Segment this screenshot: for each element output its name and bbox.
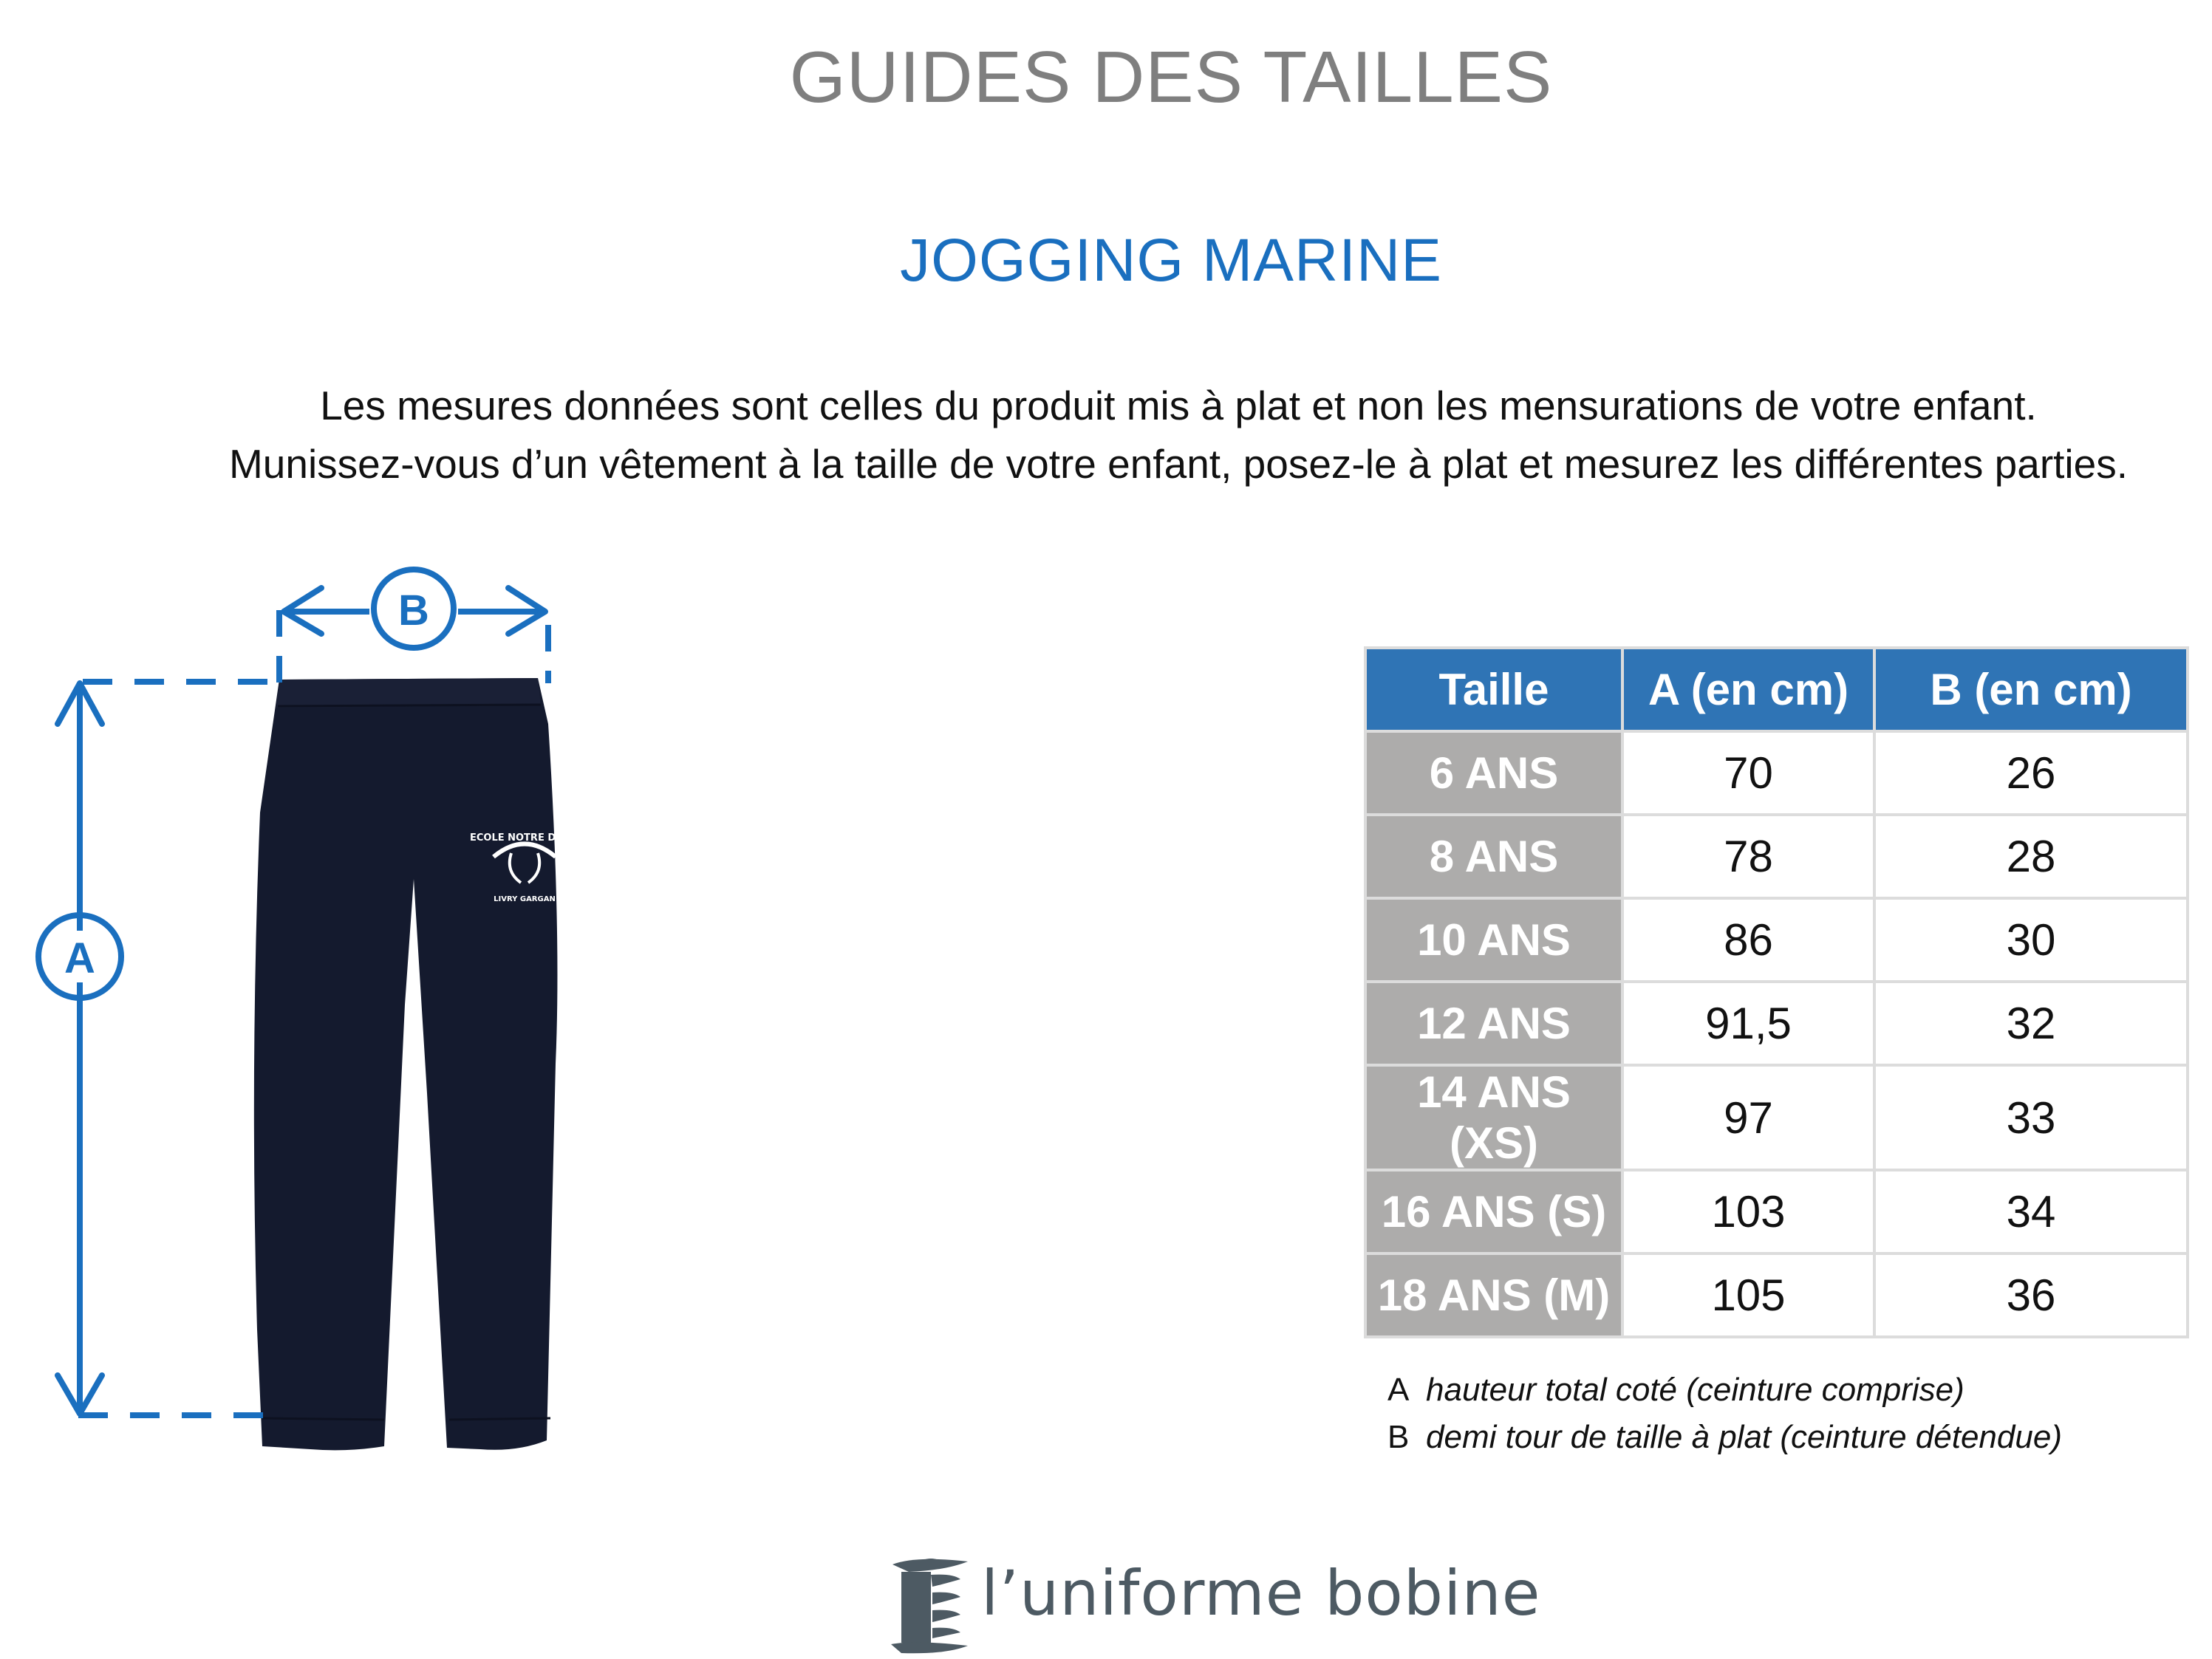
intro-text xyxy=(144,377,2212,493)
brand-logo xyxy=(887,1550,1541,1658)
b-value-cell: 26 xyxy=(1874,731,2188,815)
a-value-cell: 78 xyxy=(1622,815,1874,898)
legend-desc: hauteur total coté (ceinture comprise) xyxy=(1426,1372,1964,1408)
legend-item-a xyxy=(1387,1366,2062,1414)
size-table xyxy=(1364,646,2189,1338)
svg-text:ECOLE NOTRE DAME: ECOLE NOTRE DAME xyxy=(469,832,580,844)
marker-b-label: B xyxy=(398,586,429,634)
brand-name: l’uniforme bobine xyxy=(981,1557,1541,1629)
b-value-cell: 33 xyxy=(1874,1065,2188,1170)
table-row xyxy=(1365,815,2188,898)
size-cell: 10 ANS xyxy=(1365,898,1622,982)
legend-key: A xyxy=(1387,1372,1410,1408)
measurement-diagram xyxy=(0,547,591,1455)
size-cell: 16 ANS (S) xyxy=(1365,1170,1622,1253)
size-cell: 6 ANS xyxy=(1365,731,1622,815)
a-value-cell: 86 xyxy=(1622,898,1874,982)
table-header-row xyxy=(1365,648,2188,731)
b-value-cell: 32 xyxy=(1874,982,2188,1065)
measurement-legend xyxy=(1387,1366,2062,1461)
product-title: JOGGING MARINE xyxy=(900,227,1442,294)
thread-spool-icon xyxy=(887,1550,968,1658)
header-size: Taille xyxy=(1365,648,1622,731)
dimension-a-guides xyxy=(38,682,275,1415)
pants-illustration xyxy=(0,547,591,1455)
a-value-cell: 91,5 xyxy=(1622,982,1874,1065)
a-value-cell: 103 xyxy=(1622,1170,1874,1253)
legend-key: B xyxy=(1387,1419,1410,1455)
table-row xyxy=(1365,731,2188,815)
a-value-cell: 70 xyxy=(1622,731,1874,815)
table-row xyxy=(1365,982,2188,1065)
a-value-cell: 97 xyxy=(1622,1065,1874,1170)
table-row xyxy=(1365,1065,2188,1170)
marker-a-label: A xyxy=(64,934,95,982)
header-b: B (en cm) xyxy=(1874,648,2188,731)
b-value-cell: 34 xyxy=(1874,1170,2188,1253)
size-cell: 14 ANS (XS) xyxy=(1365,1065,1622,1170)
jogging-pants-icon xyxy=(254,678,579,1450)
b-value-cell: 30 xyxy=(1874,898,2188,982)
page-title: GUIDES DES TAILLES xyxy=(789,36,1553,117)
intro-line-2: Munissez-vous d’un vêtement à la taille de votre enfant, posez-le à plat et mesurez les différentes parties. xyxy=(228,441,2129,487)
a-value-cell: 105 xyxy=(1622,1253,1874,1337)
svg-text:LIVRY GARGAN: LIVRY GARGAN xyxy=(494,895,556,903)
table-row xyxy=(1365,1170,2188,1253)
header-a: A (en cm) xyxy=(1622,648,1874,731)
b-value-cell: 28 xyxy=(1874,815,2188,898)
table-row xyxy=(1365,898,2188,982)
intro-line-1: Les mesures données sont celles du produit mis à plat et non les mensurations de votre enfant. xyxy=(320,383,2037,428)
size-cell: 8 ANS xyxy=(1365,815,1622,898)
size-cell: 18 ANS (M) xyxy=(1365,1253,1622,1337)
size-cell: 12 ANS xyxy=(1365,982,1622,1065)
table-row xyxy=(1365,1253,2188,1337)
b-value-cell: 36 xyxy=(1874,1253,2188,1337)
legend-desc: demi tour de taille à plat (ceinture détendue) xyxy=(1426,1419,2062,1455)
legend-item-b xyxy=(1387,1414,2062,1461)
